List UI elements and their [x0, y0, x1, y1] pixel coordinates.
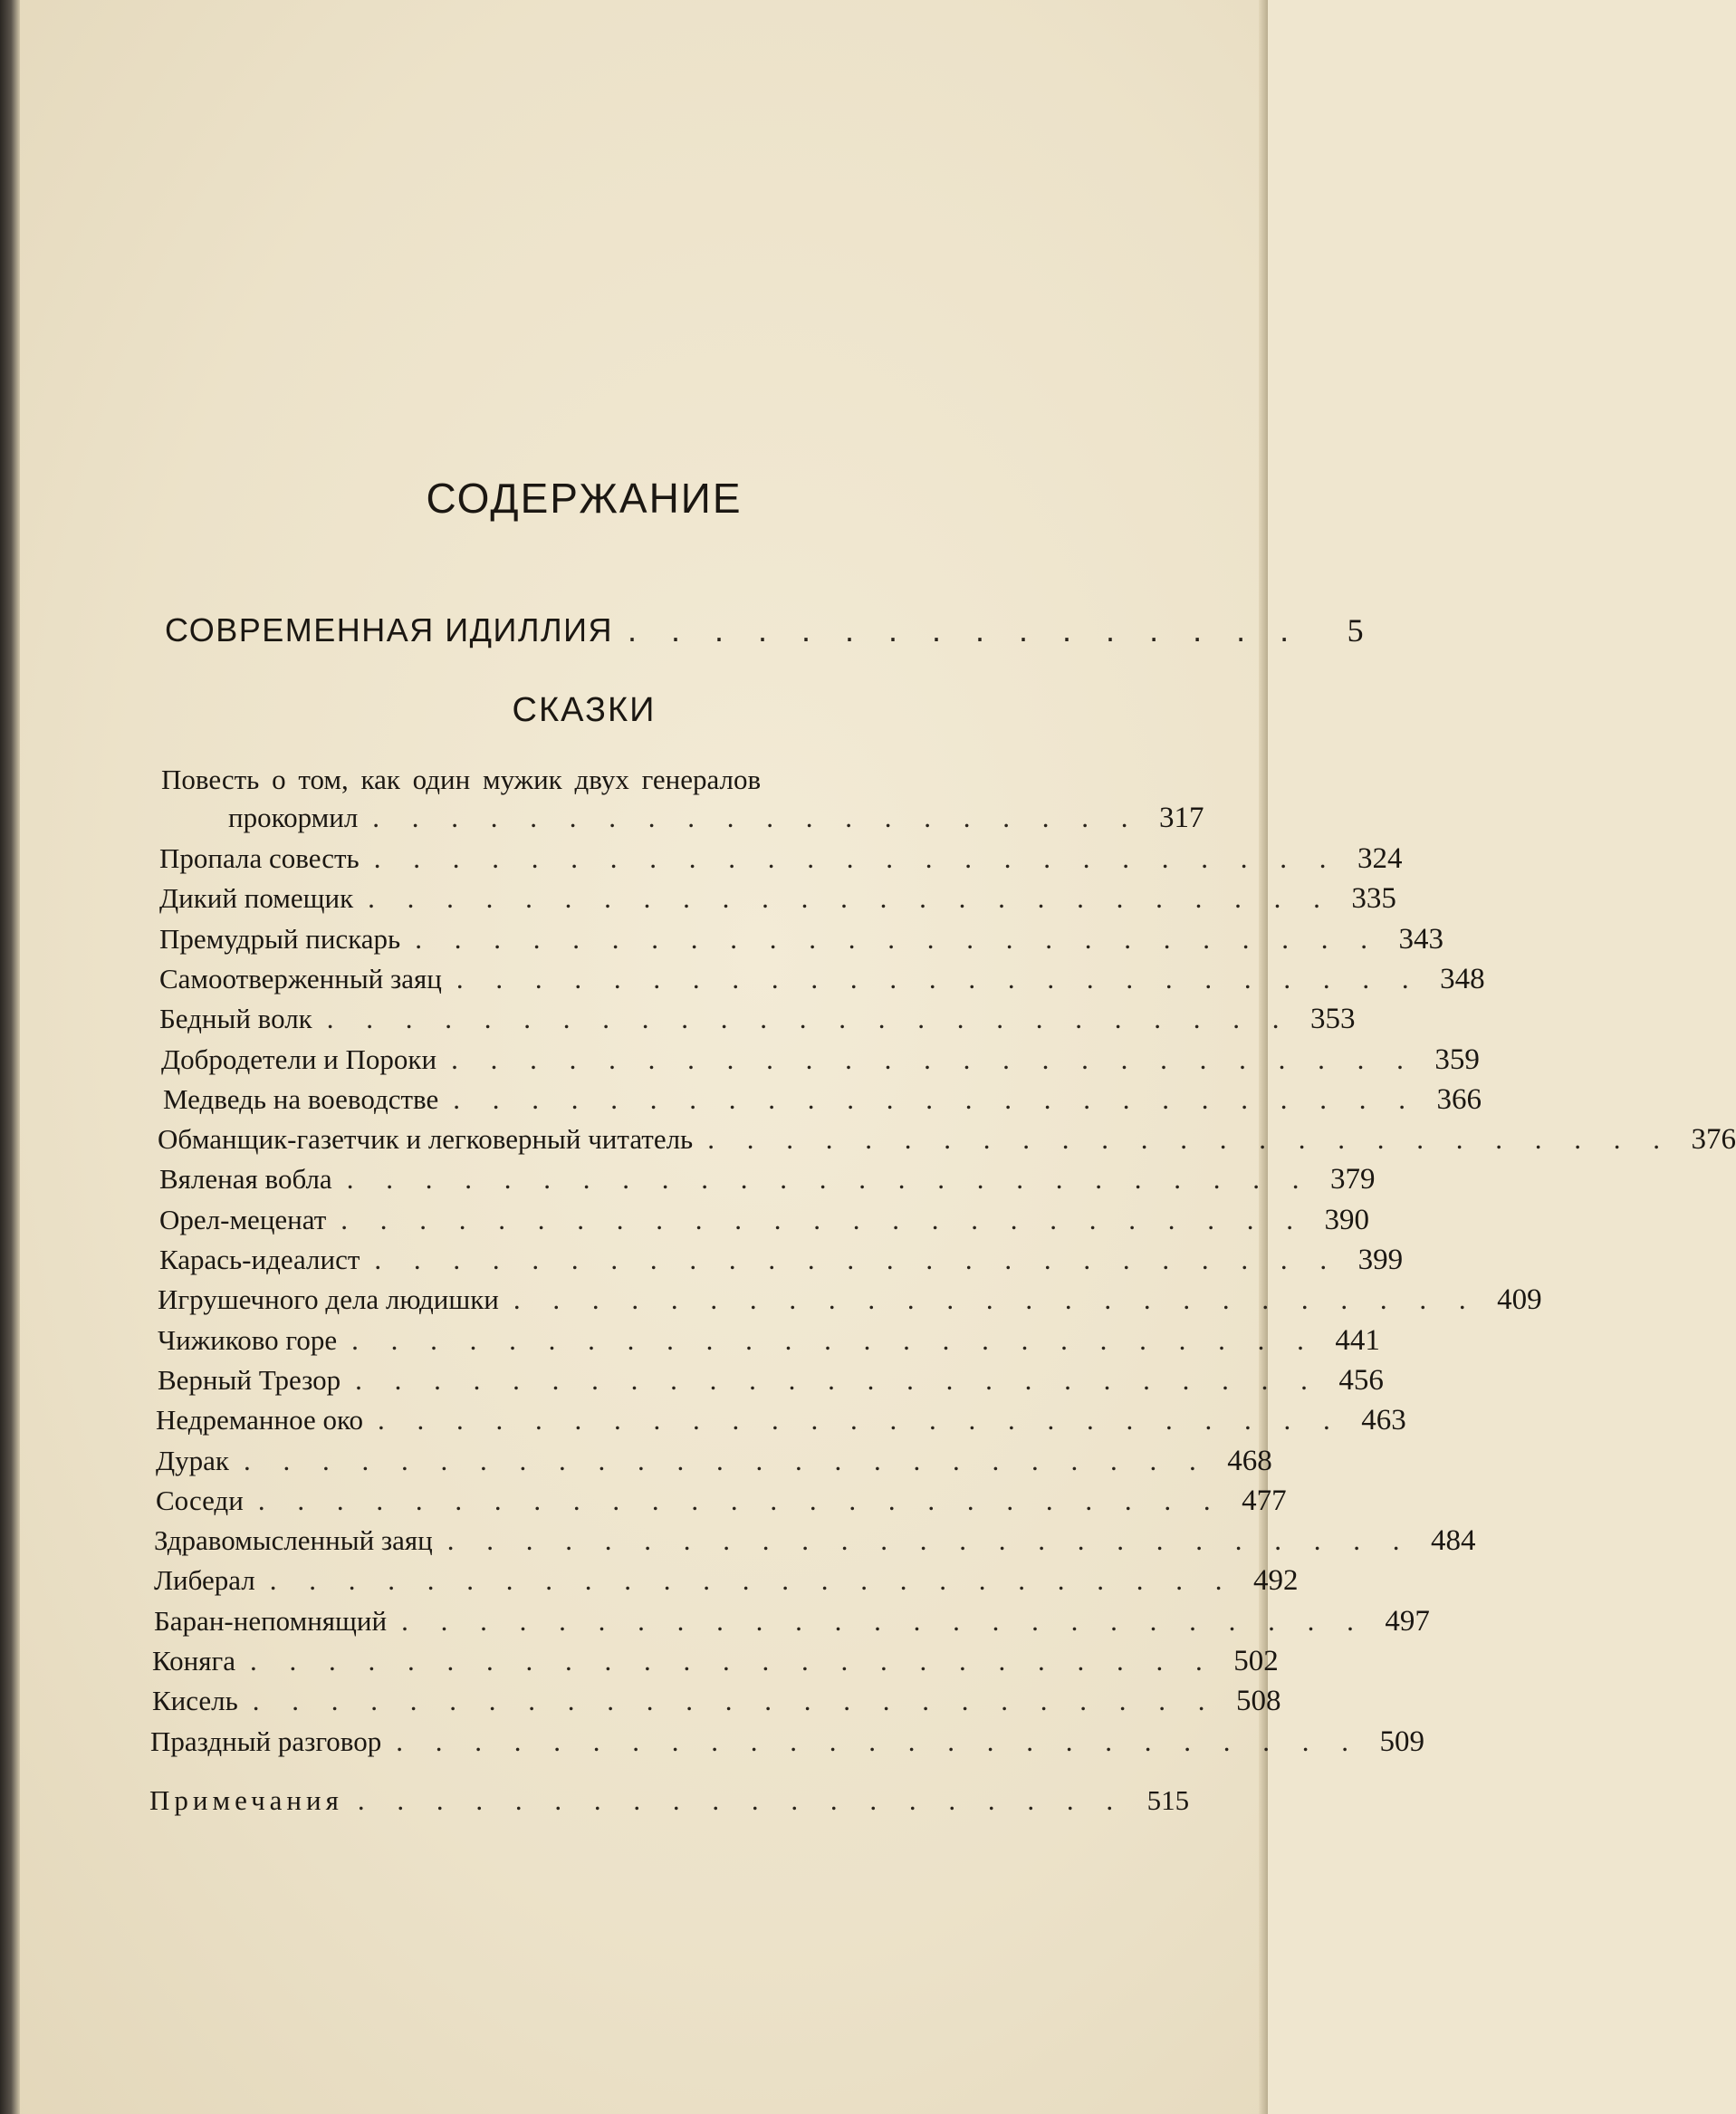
toc-notes-page: 515	[1146, 1784, 1190, 1816]
toc-entry-page: 509	[1379, 1725, 1424, 1758]
toc-entry	[159, 882, 1396, 916]
toc-entry-page: 324	[1357, 842, 1403, 875]
toc-entry-page: 353	[1309, 1003, 1356, 1035]
toc-entry-page: 379	[1329, 1163, 1376, 1196]
toc-entry-title: Игрушечного дела людишки	[158, 1283, 499, 1315]
toc-entry-page: 376	[1691, 1123, 1736, 1156]
toc-entry	[152, 1685, 1281, 1718]
toc-entry-page: 468	[1227, 1445, 1272, 1477]
toc-entry-title: Недреманное око	[156, 1404, 363, 1436]
toc-entry	[156, 1404, 1406, 1437]
toc-entry-title: прокормил	[228, 802, 359, 833]
toc-entry	[163, 1083, 1482, 1117]
leader-dots: . . . . . . . . . . . . . . . . . . . . . . . . .	[401, 1605, 1367, 1637]
leader-dots: . . . . . . . . . . . . . . . . . . . . . . . . .	[378, 1404, 1343, 1436]
toc-entry-title: Праздный разговор	[150, 1725, 382, 1757]
toc-entry-page: 492	[1253, 1564, 1299, 1597]
toc-entry-title: Дикий помещик	[159, 882, 354, 914]
toc-entry-page: 508	[1236, 1685, 1281, 1717]
toc-entry	[156, 1445, 1272, 1478]
toc-entry	[161, 1043, 1480, 1077]
toc-entry-title: Чижиково горе	[158, 1324, 338, 1356]
toc-entry-first	[228, 802, 1204, 835]
toc-entry-page: 317	[1159, 802, 1204, 834]
toc-entry-page: 335	[1351, 882, 1396, 915]
toc-entry	[156, 1485, 1287, 1518]
leader-dots: . . . . . . . . . . . . . . . . . . . . . . . . .	[374, 1244, 1340, 1275]
toc-entry	[154, 1605, 1430, 1638]
toc-entry	[159, 963, 1485, 996]
toc-notes-entry	[149, 1784, 1190, 1817]
leader-dots: . . . . . . . . . . . . . . . .	[628, 611, 1302, 649]
toc-entry-title: Обманщик-газетчик и легковерный читатель	[158, 1123, 694, 1155]
toc-entry-title: Вяленая вобла	[159, 1163, 332, 1195]
toc-entry-title: Коняга	[152, 1645, 235, 1677]
leader-dots: . . . . . . . . . . . . . . . . . . . . . . . . .	[513, 1283, 1479, 1315]
toc-entry	[150, 1725, 1424, 1759]
toc-entry	[154, 1524, 1476, 1558]
toc-entry	[158, 1283, 1542, 1317]
toc-entry	[159, 842, 1403, 876]
toc-entry	[158, 1324, 1380, 1358]
toc-entry-page: 409	[1497, 1283, 1542, 1316]
toc-main-entry-page: 5	[1347, 612, 1366, 649]
toc-entry-title: Добродетели и Пороки	[161, 1043, 437, 1075]
page-spine-edge	[0, 0, 20, 2114]
toc-main-entry	[165, 611, 1366, 649]
toc-entry-page: 359	[1434, 1043, 1480, 1076]
toc-entry-page: 441	[1335, 1324, 1380, 1357]
toc-main-entry-title: СОВРЕМЕННАЯ ИДИЛЛИЯ	[165, 611, 614, 649]
toc-entry-title: Медведь на воеводстве	[163, 1083, 439, 1115]
leader-dots: . . . . . . . . . . . . . . . . . . . . . . . . .	[355, 1364, 1320, 1396]
toc-entry-page: 366	[1436, 1083, 1482, 1116]
toc-entry-title: Кисель	[152, 1685, 238, 1716]
toc-entry	[159, 1204, 1370, 1237]
toc-entry	[158, 1364, 1384, 1398]
leader-dots: . . . . . . . . . . . . . . . . . . . . . . . . .	[368, 882, 1333, 914]
toc-entry	[159, 1244, 1404, 1277]
leader-dots: . . . . . . . . . . . . . . . . . . . . . . . . .	[707, 1123, 1673, 1155]
toc-entry	[159, 923, 1443, 956]
toc-entry-title: Либерал	[154, 1564, 255, 1596]
toc-entry-title: Бедный волк	[159, 1003, 312, 1034]
toc-entry-title: Здравомысленный заяц	[154, 1524, 433, 1556]
section-title: СКАЗКИ	[512, 691, 657, 729]
toc-entry-title: Карась-идеалист	[159, 1244, 360, 1275]
leader-dots: . . . . . . . . . . . . . . . . . . . . . . . . .	[415, 923, 1380, 955]
toc-entry-page: 502	[1233, 1645, 1279, 1677]
toc-entry	[152, 1645, 1279, 1678]
toc-entry-title: Пропала совесть	[159, 842, 360, 874]
toc-entry-title: Премудрый пискарь	[159, 923, 401, 955]
toc-entry-page: 484	[1431, 1524, 1476, 1557]
toc-entry	[159, 1163, 1376, 1196]
toc-entry-page: 477	[1242, 1485, 1287, 1517]
toc-entry-title: Баран-непомнящий	[154, 1605, 388, 1637]
contents-heading: СОДЕРЖАНИЕ	[426, 475, 743, 522]
toc-entry-title: Соседи	[156, 1485, 244, 1516]
toc-entry-page: 463	[1361, 1404, 1406, 1437]
toc-entry-page: 497	[1385, 1605, 1430, 1638]
leader-dots: . . . . . . . . . . . . . . . . . . . . . . . . .	[269, 1564, 1235, 1596]
leader-dots: . . . . . . . . . . . . . . . . . . . . . . . . .	[252, 1685, 1218, 1716]
leader-dots: . . . . . . . . . . . . . . . . . . . .	[372, 802, 1141, 833]
leader-dots: . . . . . . . . . . . . . . . . . . . . . . . . .	[340, 1204, 1307, 1235]
toc-entry-page: 348	[1440, 963, 1485, 995]
toc-entry	[158, 1123, 1736, 1157]
leader-dots: . . . . . . . . . . . . . . . . . . . . . . . . .	[456, 963, 1422, 995]
leader-dots: . . . . . . . . . . . . . . . . . . . . . . . . .	[351, 1324, 1317, 1356]
leader-dots: . . . . . . . . . . . . . . . . . . . .	[357, 1784, 1127, 1816]
toc-entry-page: 390	[1324, 1204, 1370, 1236]
toc-entry-title: Дурак	[156, 1445, 229, 1476]
toc-entry	[154, 1564, 1299, 1598]
toc-entry-title: Верный Трезор	[158, 1364, 341, 1396]
toc-entry-title: Самоотверженный заяц	[159, 963, 442, 995]
toc-entry-first-line1: Повесть о том, как один мужик двух генералов	[161, 764, 762, 795]
leader-dots: . . . . . . . . . . . . . . . . . . . . . . . . .	[326, 1003, 1292, 1034]
leader-dots: . . . . . . . . . . . . . . . . . . . . . . . . .	[373, 842, 1339, 874]
leader-dots: . . . . . . . . . . . . . . . . . . . . . . . . .	[446, 1524, 1413, 1556]
leader-dots: . . . . . . . . . . . . . . . . . . . . . . . . .	[243, 1445, 1209, 1476]
leader-dots: . . . . . . . . . . . . . . . . . . . . . . . . .	[346, 1163, 1312, 1195]
leader-dots: . . . . . . . . . . . . . . . . . . . . . . . . .	[396, 1725, 1361, 1757]
leader-dots: . . . . . . . . . . . . . . . . . . . . . . . . .	[249, 1645, 1215, 1677]
leader-dots: . . . . . . . . . . . . . . . . . . . . . . . . .	[453, 1083, 1418, 1115]
toc-notes-title: Примечания	[149, 1784, 343, 1816]
toc-entry-title: Орел-меценат	[159, 1204, 327, 1235]
leader-dots: . . . . . . . . . . . . . . . . . . . . . . . . .	[257, 1485, 1223, 1516]
toc-entry-page: 456	[1338, 1364, 1384, 1397]
toc-entry-page: 343	[1398, 923, 1443, 956]
toc-entry-page: 399	[1357, 1244, 1404, 1276]
toc-entry	[159, 1003, 1356, 1036]
leader-dots: . . . . . . . . . . . . . . . . . . . . . . . . .	[451, 1043, 1416, 1075]
